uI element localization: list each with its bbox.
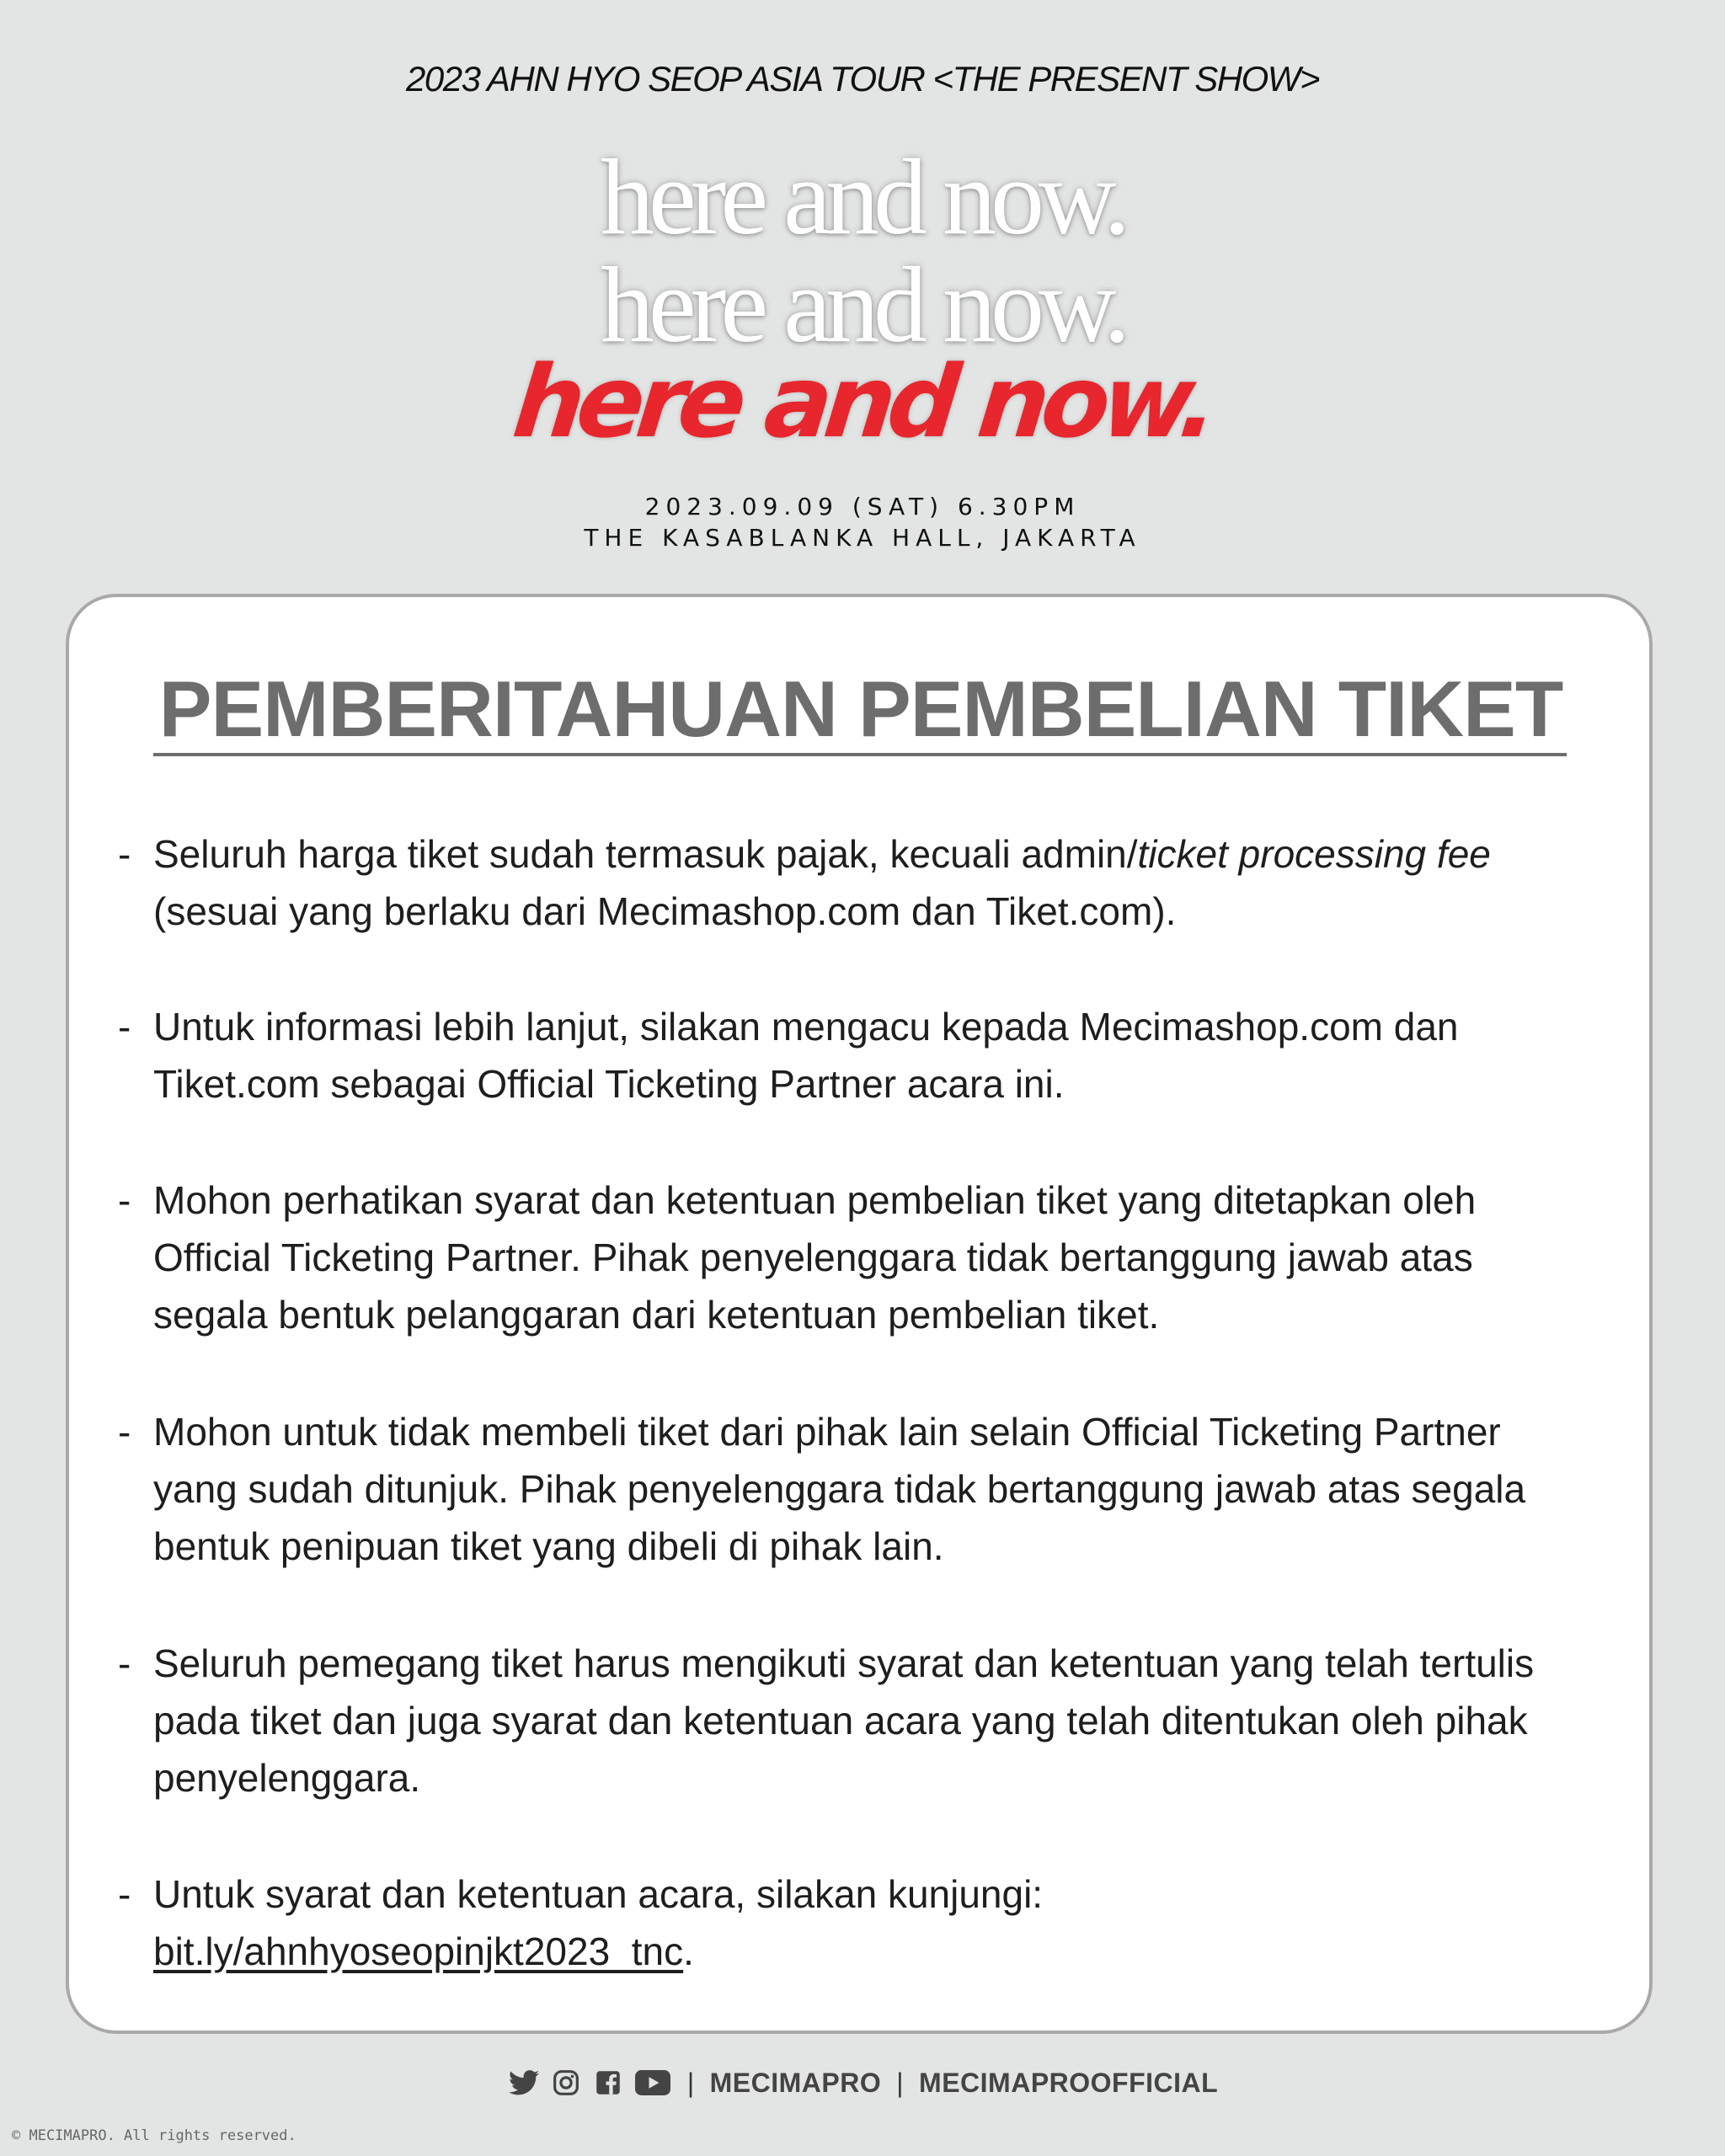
notice-item-text (153, 1635, 1583, 1806)
notice-heading: PEMBERITAHUAN PEMBELIAN TIKET (158, 664, 1563, 753)
text-run: yang telah tertulis pada tiket dan juga syarat dan ketentuan acara yang telah ditentukan oleh pihak penyelenggara. (153, 1641, 1535, 1800)
copyright-text: © MECIMAPRO. All rights reserved. (12, 2127, 296, 2144)
youtube-icon[interactable] (633, 2066, 672, 2100)
tour-title: 2023 AHN HYO SEOP ASIA TOUR <THE PRESENT SHOW> (406, 59, 1319, 99)
notice-item-text (153, 825, 1583, 940)
notice-item-text (153, 1865, 1583, 1980)
notice-item-text (153, 1171, 1583, 1343)
footer-separator: | (686, 2067, 695, 2098)
hero-text-line-1: here and now. (600, 137, 1125, 257)
text-run: Pihak penyelenggara tidak bertanggung jawab atas segala bentuk pelanggaran (153, 1235, 1473, 1337)
bullet-dash: - (118, 832, 131, 876)
event-date: 2023.09.09 (SAT) 6.30PM (644, 493, 1081, 520)
text-run: tidak membeli tiket dari pihak lain selain Official Ticketing Partner yang sudah ditunjuk. (153, 1410, 1501, 1511)
text-run: Mohon untuk (153, 1410, 388, 1454)
text-run: Untuk informasi lebih lanjut, silakan (153, 1005, 772, 1049)
text-run: sudah termasuk pajak, kecuali admin/ (489, 832, 1138, 876)
text-run: dari ketentuan pembelian tiket. (621, 1293, 1160, 1337)
instagram-icon[interactable] (549, 2066, 583, 2100)
text-run: sebagai (319, 1062, 478, 1106)
footer-handle-mecimapro[interactable]: MECIMAPRO (709, 2067, 882, 2098)
text-run: Untuk syarat dan ketentuan acara, silakan kunjungi: (153, 1872, 1044, 1916)
text-run: Seluruh harga tiket (153, 832, 489, 876)
text-run: Pihak (508, 1467, 628, 1511)
bullet-dash: - (118, 1872, 131, 1916)
notice-item-text (153, 1403, 1583, 1575)
notice-item-5 (118, 1635, 1583, 1806)
bullet-dash: - (118, 1641, 131, 1685)
event-venue: THE KASABLANKA HALL, JAKARTA (584, 524, 1141, 552)
text-run: yang ditetapkan oleh Official Ticketing Partner. (153, 1178, 1477, 1279)
notice-item-2 (118, 998, 1583, 1113)
footer-separator: | (896, 2067, 905, 2098)
text-run: mengacu kepada Mecimashop.com dan Tiket.com (153, 1005, 1459, 1106)
tnc-link[interactable]: bit.ly/ahnhyoseopinjkt2023_tnc (153, 1929, 684, 1973)
bullet-dash: - (118, 1178, 131, 1222)
bullet-dash: - (118, 1005, 131, 1049)
notice-item-4 (118, 1403, 1583, 1575)
text-run: . (683, 1929, 694, 1973)
text-run: acara ini. (896, 1062, 1065, 1106)
hero-text-line-3-red-brush: here and now. (508, 344, 1217, 460)
text-run: Seluruh pemegang tiket harus mengikuti syarat dan ketentuan (153, 1641, 1220, 1685)
notice-item-6 (118, 1865, 1583, 1980)
notice-item-3 (118, 1171, 1583, 1343)
hero-text-line-2: here and now. (600, 245, 1125, 365)
text-run-italic: ticket processing fee (1137, 832, 1491, 876)
bullet-dash: - (118, 1410, 131, 1454)
twitter-icon[interactable] (507, 2066, 541, 2100)
text-run: Official Ticketing Partner (477, 1062, 897, 1106)
text-run: Mohon (153, 1178, 283, 1222)
text-run: perhatikan syarat dan ketentuan pembelian tiket (282, 1178, 1108, 1222)
text-run: yang dibeli di pihak lain. (521, 1524, 944, 1568)
facebook-icon[interactable] (591, 2066, 625, 2100)
heading-underline (153, 753, 1567, 756)
text-run: penyelenggara tidak bertanggung jawab atas segala bentuk penipuan tiket (153, 1467, 1526, 1568)
text-run: (sesuai yang berlaku dari Mecimashop.com dan Tiket.com). (153, 889, 1177, 933)
footer-handle-mecimaproofficial[interactable]: MECIMAPROOFFICIAL (919, 2067, 1219, 2098)
notice-item-text (153, 998, 1583, 1113)
social-footer (0, 2066, 1725, 2100)
notice-item-1 (118, 825, 1583, 940)
